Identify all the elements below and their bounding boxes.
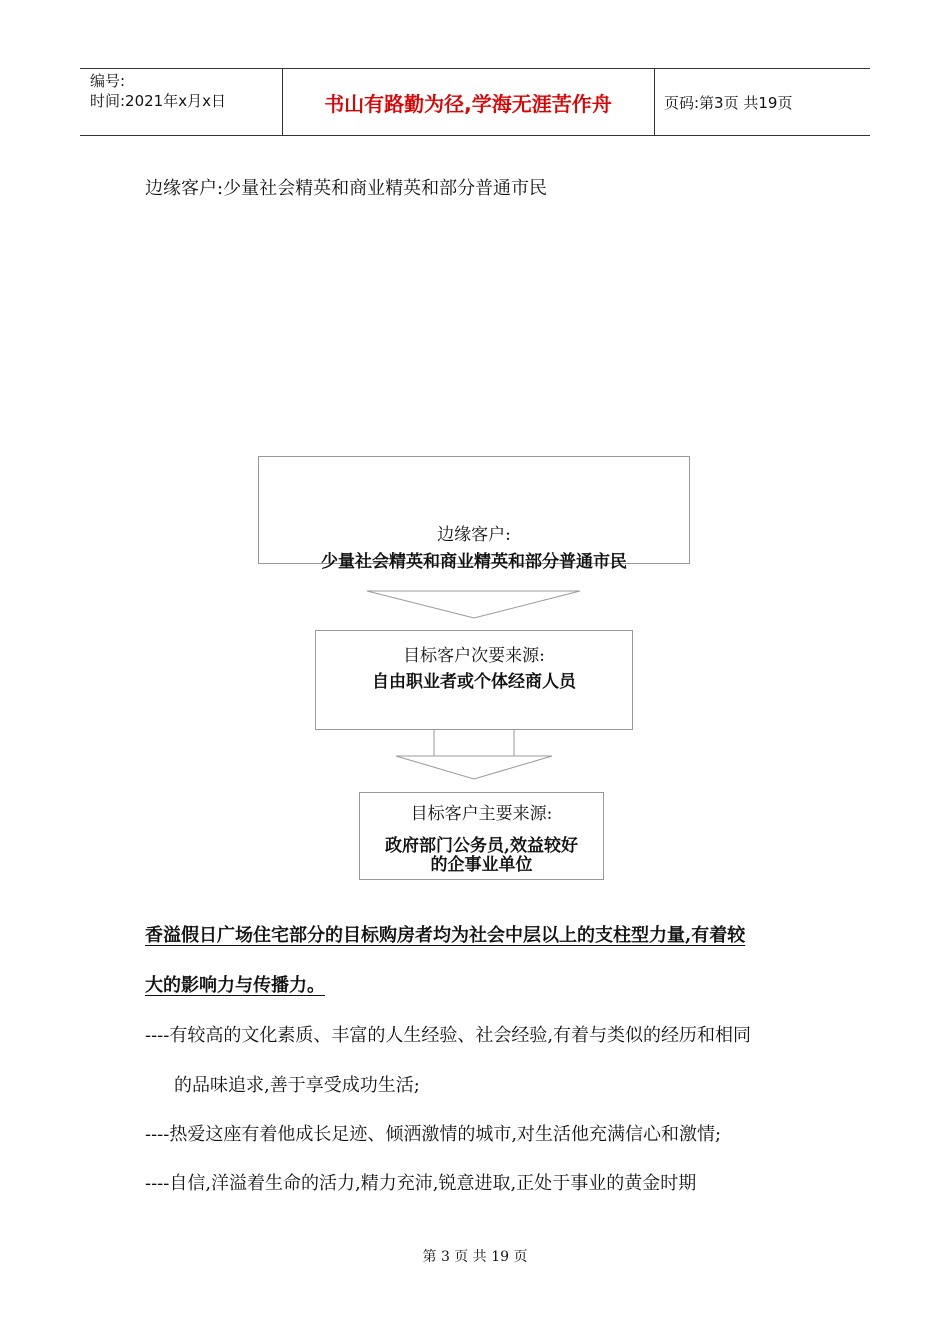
- header-time-label: 时间:2021年x月x日: [90, 92, 226, 110]
- header-page-code: 页码:第3页 共19页: [664, 94, 793, 112]
- arrow-1: [367, 591, 580, 618]
- box1-label: 边缘客户:: [437, 525, 511, 545]
- arrow-2: [396, 730, 552, 779]
- box2-content: 自由职业者或个体经商人员: [372, 672, 576, 692]
- intro-text: 边缘客户:少量社会精英和商业精英和部分普通市民: [145, 178, 548, 199]
- box3-label: 目标客户主要来源:: [410, 804, 553, 824]
- box3-content-line2: 的企事业单位: [430, 855, 533, 875]
- header-motto: 书山有路勤为径,学海无涯苦作舟: [324, 91, 612, 116]
- bullet-3: ----自信,洋溢着生命的活力,精力充沛,锐意进取,正处于事业的黄金时期: [145, 1173, 697, 1194]
- summary-line-1: 香溢假日广场住宅部分的目标购房者均为社会中层以上的支柱型力量,有着较: [145, 925, 746, 946]
- bullet-2: ----热爱这座有着他成长足迹、倾洒激情的城市,对生活他充满信心和激情;: [145, 1124, 722, 1145]
- header-number-label: 编号:: [90, 72, 126, 90]
- summary-line-2: 大的影响力与传播力。: [145, 975, 325, 996]
- box2-label: 目标客户次要来源:: [403, 646, 545, 666]
- box1-content: 少量社会精英和商业精英和部分普通市民: [321, 552, 627, 572]
- bullet-1-line-1: ----有较高的文化素质、丰富的人生经验、社会经验,有着与类似的经历和相同: [145, 1025, 752, 1046]
- box3-content-line1: 政府部门公务员,效益较好: [385, 836, 578, 856]
- page-footer: 第 3 页 共 19 页: [422, 1249, 528, 1265]
- bullet-1-line-2: 的品味追求,善于享受成功生活;: [174, 1075, 420, 1096]
